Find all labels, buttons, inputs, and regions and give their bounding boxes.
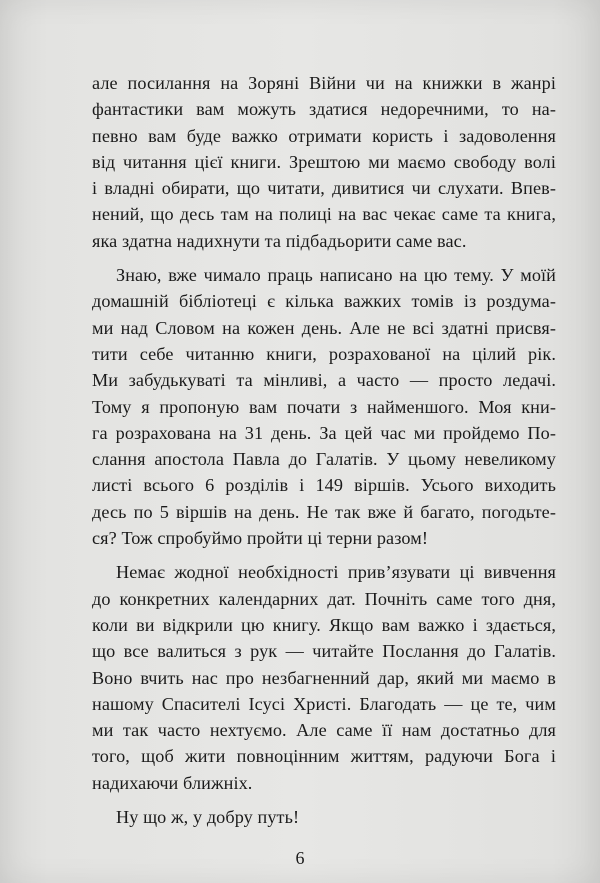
text-line: Знаю, вже чимало праць написано на цю тему. У моїй [116,265,556,286]
text-line: слання апостола Павла до Галатів. У цьому невеликому [92,449,556,470]
text-line: ми над Словом на кожен день. Але не всі здатні присвя- [92,317,556,338]
text-line: але посилання на Зоряні Війни чи на книжки в жанрі [92,73,556,93]
text-line: до конкретних календарних дат. Почніть саме того дня, [92,588,556,609]
page-number: 6 [295,848,305,868]
paragraph [92,559,556,796]
paragraph-gap [92,254,556,262]
text-line: листі всього 6 розділів і 149 віршів. Усього виходить [92,475,556,496]
text-line: Немає жодної необхідності прив’язувати ці вивчення [116,562,556,583]
text-line: тити себе читанню книги, розрахованої на цілий рік. [92,343,556,364]
paragraph [92,804,556,830]
paragraph [92,70,556,254]
paragraph [92,262,556,551]
text-line: надихаючи ближніх. [92,772,253,793]
text-line: Тому я пропоную вам почати з найменшого. Моя кни- [92,396,556,417]
text-line: десь по 5 віршів на день. Не так вже й багато, погодьте- [92,501,556,522]
body-text [92,70,556,830]
text-line: фантастики вам можуть здатися недоречними, то на- [92,99,556,120]
text-line: ся? Тож спробуймо пройти ці терни разом! [92,528,428,549]
text-line: ми так часто нехтуємо. Але саме її нам достатньо для [92,720,556,741]
text-line: певно вам буде важко отримати користь і задоволення [92,125,556,146]
text-line: яка здатна надихнути та підбадьорити саме вас. [92,230,467,251]
text-line: нений, що десь там на полиці на вас чекає саме та книга, [92,204,556,225]
text-line: Воно вчить нас про незбагненний дар, який ми маємо в [92,667,556,688]
text-line: коли ви відкрили цю книгу. Якщо вам важко і здається, [92,614,556,635]
paragraph-gap [92,796,556,804]
text-line: того, щоб жити повноцінним життям, радуючи Бога і [92,746,556,767]
text-line: від читання цієї книги. Зрештою ми маємо свободу волі [92,151,556,172]
text-line: домашній бібліотеці є кілька важких томів із роздума- [92,291,556,312]
text-line: Ми забудькуваті та мінливі, а часто — просто ледачі. [92,370,556,391]
text-line: і владні обирати, що читати, дивитися чи слухати. Впев- [92,178,556,199]
text-line: що все валиться з рук — читайте Послання до Галатів. [92,641,556,662]
paragraph-gap [92,551,556,559]
text-line: Ну що ж, у добру путь! [116,807,300,828]
text-line: нашому Спасителі Ісусі Христі. Благодать — це те, чим [92,693,556,714]
text-line: га розрахована на 31 день. За цей час ми пройдемо По- [92,422,556,443]
